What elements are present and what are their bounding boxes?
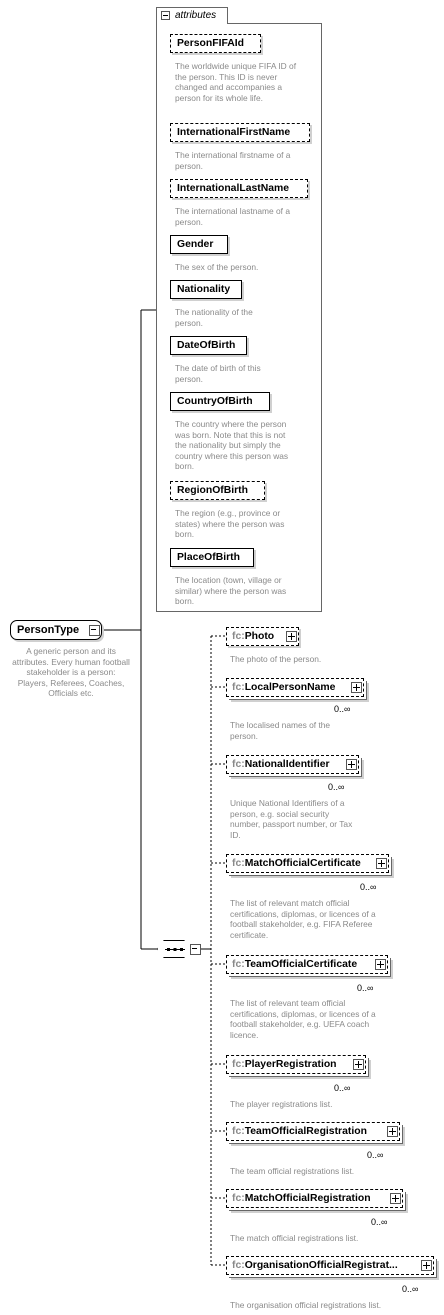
element-description: Unique National Identifiers of a person, e.g. social security number, passport number, or Tax ID. xyxy=(230,798,353,840)
element-cardinality: 0..∞ xyxy=(360,882,377,892)
element-description: The list of relevant match official certifications, diplomas, or licences of a football stakeholder, e.g. FIFA Referee certificate. xyxy=(230,898,376,940)
element-label: TeamOfficialCertificate xyxy=(244,959,358,970)
expand-icon[interactable] xyxy=(376,858,387,869)
element-label: NationalIdentifier xyxy=(244,759,330,770)
element-label: TeamOfficialRegistration xyxy=(244,1126,367,1137)
attribute-nationality[interactable]: Nationality xyxy=(170,280,242,299)
element-description: The localised names of the person. xyxy=(230,720,331,741)
attribute-description: The worldwide unique FIFA ID of the person. This ID is never changed and accompanies a person for its whole life. xyxy=(175,61,297,103)
element-description: The list of relevant team official certifications, diplomas, or licences of a football stakeholder, e.g. UEFA coach licence. xyxy=(230,998,376,1040)
element-label: Photo xyxy=(244,631,275,642)
element-local-person-name[interactable]: fc:LocalPersonName xyxy=(226,678,364,697)
expand-icon[interactable] xyxy=(351,682,362,693)
element-national-identifier[interactable]: fc:NationalIdentifier xyxy=(226,755,359,774)
attribute-description: The international firstname of a person. xyxy=(175,150,291,171)
element-label: PlayerRegistration xyxy=(244,1059,337,1070)
person-type-description: A generic person and its attributes. Every human football stakeholder is a person: Players, Referees, Coaches, Officials etc. xyxy=(12,646,130,699)
element-cardinality: 0..∞ xyxy=(367,1150,384,1160)
element-label: MatchOfficialRegistration xyxy=(244,1193,371,1204)
element-cardinality: 0..∞ xyxy=(402,1284,419,1294)
attribute-description: The country where the person was born. Note that this is not the nationality but simply the country where this person was born. xyxy=(175,419,289,472)
element-description: The photo of the person. xyxy=(230,654,322,664)
collapse-icon[interactable] xyxy=(89,625,100,636)
element-cardinality: 0..∞ xyxy=(357,983,374,993)
attribute-international-last-name[interactable]: InternationalLastName xyxy=(170,179,308,198)
element-label: LocalPersonName xyxy=(244,682,336,693)
element-cardinality: 0..∞ xyxy=(334,1083,351,1093)
element-match-official-certificate[interactable]: fc:MatchOfficialCertificate xyxy=(226,854,389,873)
element-team-official-registration[interactable]: fc:TeamOfficialRegistration xyxy=(226,1122,400,1141)
attribute-international-first-name[interactable]: InternationalFirstName xyxy=(170,123,310,142)
attributes-group-header[interactable] xyxy=(156,7,228,24)
attribute-description: The location (town, village or similar) where the person was born. xyxy=(175,575,287,607)
element-label: OrganisationOfficialRegistrat... xyxy=(244,1260,398,1271)
expand-icon[interactable] xyxy=(390,1193,401,1204)
attribute-country-of-birth[interactable]: CountryOfBirth xyxy=(170,392,270,411)
element-photo[interactable]: fc:Photo xyxy=(226,627,299,646)
element-cardinality: 0..∞ xyxy=(328,782,345,792)
element-description: The organisation official registrations list. xyxy=(230,1300,382,1310)
element-label: MatchOfficialCertificate xyxy=(244,858,361,869)
expand-icon[interactable] xyxy=(387,1126,398,1137)
attribute-region-of-birth[interactable]: RegionOfBirth xyxy=(170,481,265,500)
element-organisation-official-registration[interactable]: fc:OrganisationOfficialRegistrat... xyxy=(226,1256,434,1275)
attribute-description: The sex of the person. xyxy=(175,262,259,272)
attribute-person-fifa-id[interactable]: PersonFIFAId xyxy=(170,34,261,53)
attributes-group-title: attributes xyxy=(175,10,217,21)
sequence-compositor[interactable] xyxy=(157,940,191,958)
attribute-date-of-birth[interactable]: DateOfBirth xyxy=(170,336,247,355)
collapse-icon[interactable] xyxy=(161,11,170,20)
expand-icon[interactable] xyxy=(421,1260,432,1271)
element-cardinality: 0..∞ xyxy=(334,704,351,714)
attribute-description: The international lastname of a person. xyxy=(175,206,290,227)
element-description: The team official registrations list. xyxy=(230,1166,355,1176)
attribute-gender[interactable]: Gender xyxy=(170,235,228,254)
person-type-element[interactable] xyxy=(10,620,102,640)
element-team-official-certificate[interactable]: fc:TeamOfficialCertificate xyxy=(226,955,388,974)
attribute-description: The date of birth of this person. xyxy=(175,363,261,384)
element-description: The match official registrations list. xyxy=(230,1233,359,1243)
element-match-official-registration[interactable]: fc:MatchOfficialRegistration xyxy=(226,1189,403,1208)
attribute-place-of-birth[interactable]: PlaceOfBirth xyxy=(170,548,254,567)
element-player-registration[interactable]: fc:PlayerRegistration xyxy=(226,1055,366,1074)
expand-icon[interactable] xyxy=(346,759,357,770)
expand-icon[interactable] xyxy=(286,631,297,642)
person-type-label: PersonType xyxy=(17,624,80,636)
expand-icon[interactable] xyxy=(353,1059,364,1070)
attribute-description: The nationality of the person. xyxy=(175,307,253,328)
element-description: The player registrations list. xyxy=(230,1099,333,1109)
attribute-description: The region (e.g., province or states) where the person was born. xyxy=(175,508,285,540)
expand-icon[interactable] xyxy=(375,959,386,970)
collapse-icon[interactable] xyxy=(190,944,201,955)
element-cardinality: 0..∞ xyxy=(371,1217,388,1227)
